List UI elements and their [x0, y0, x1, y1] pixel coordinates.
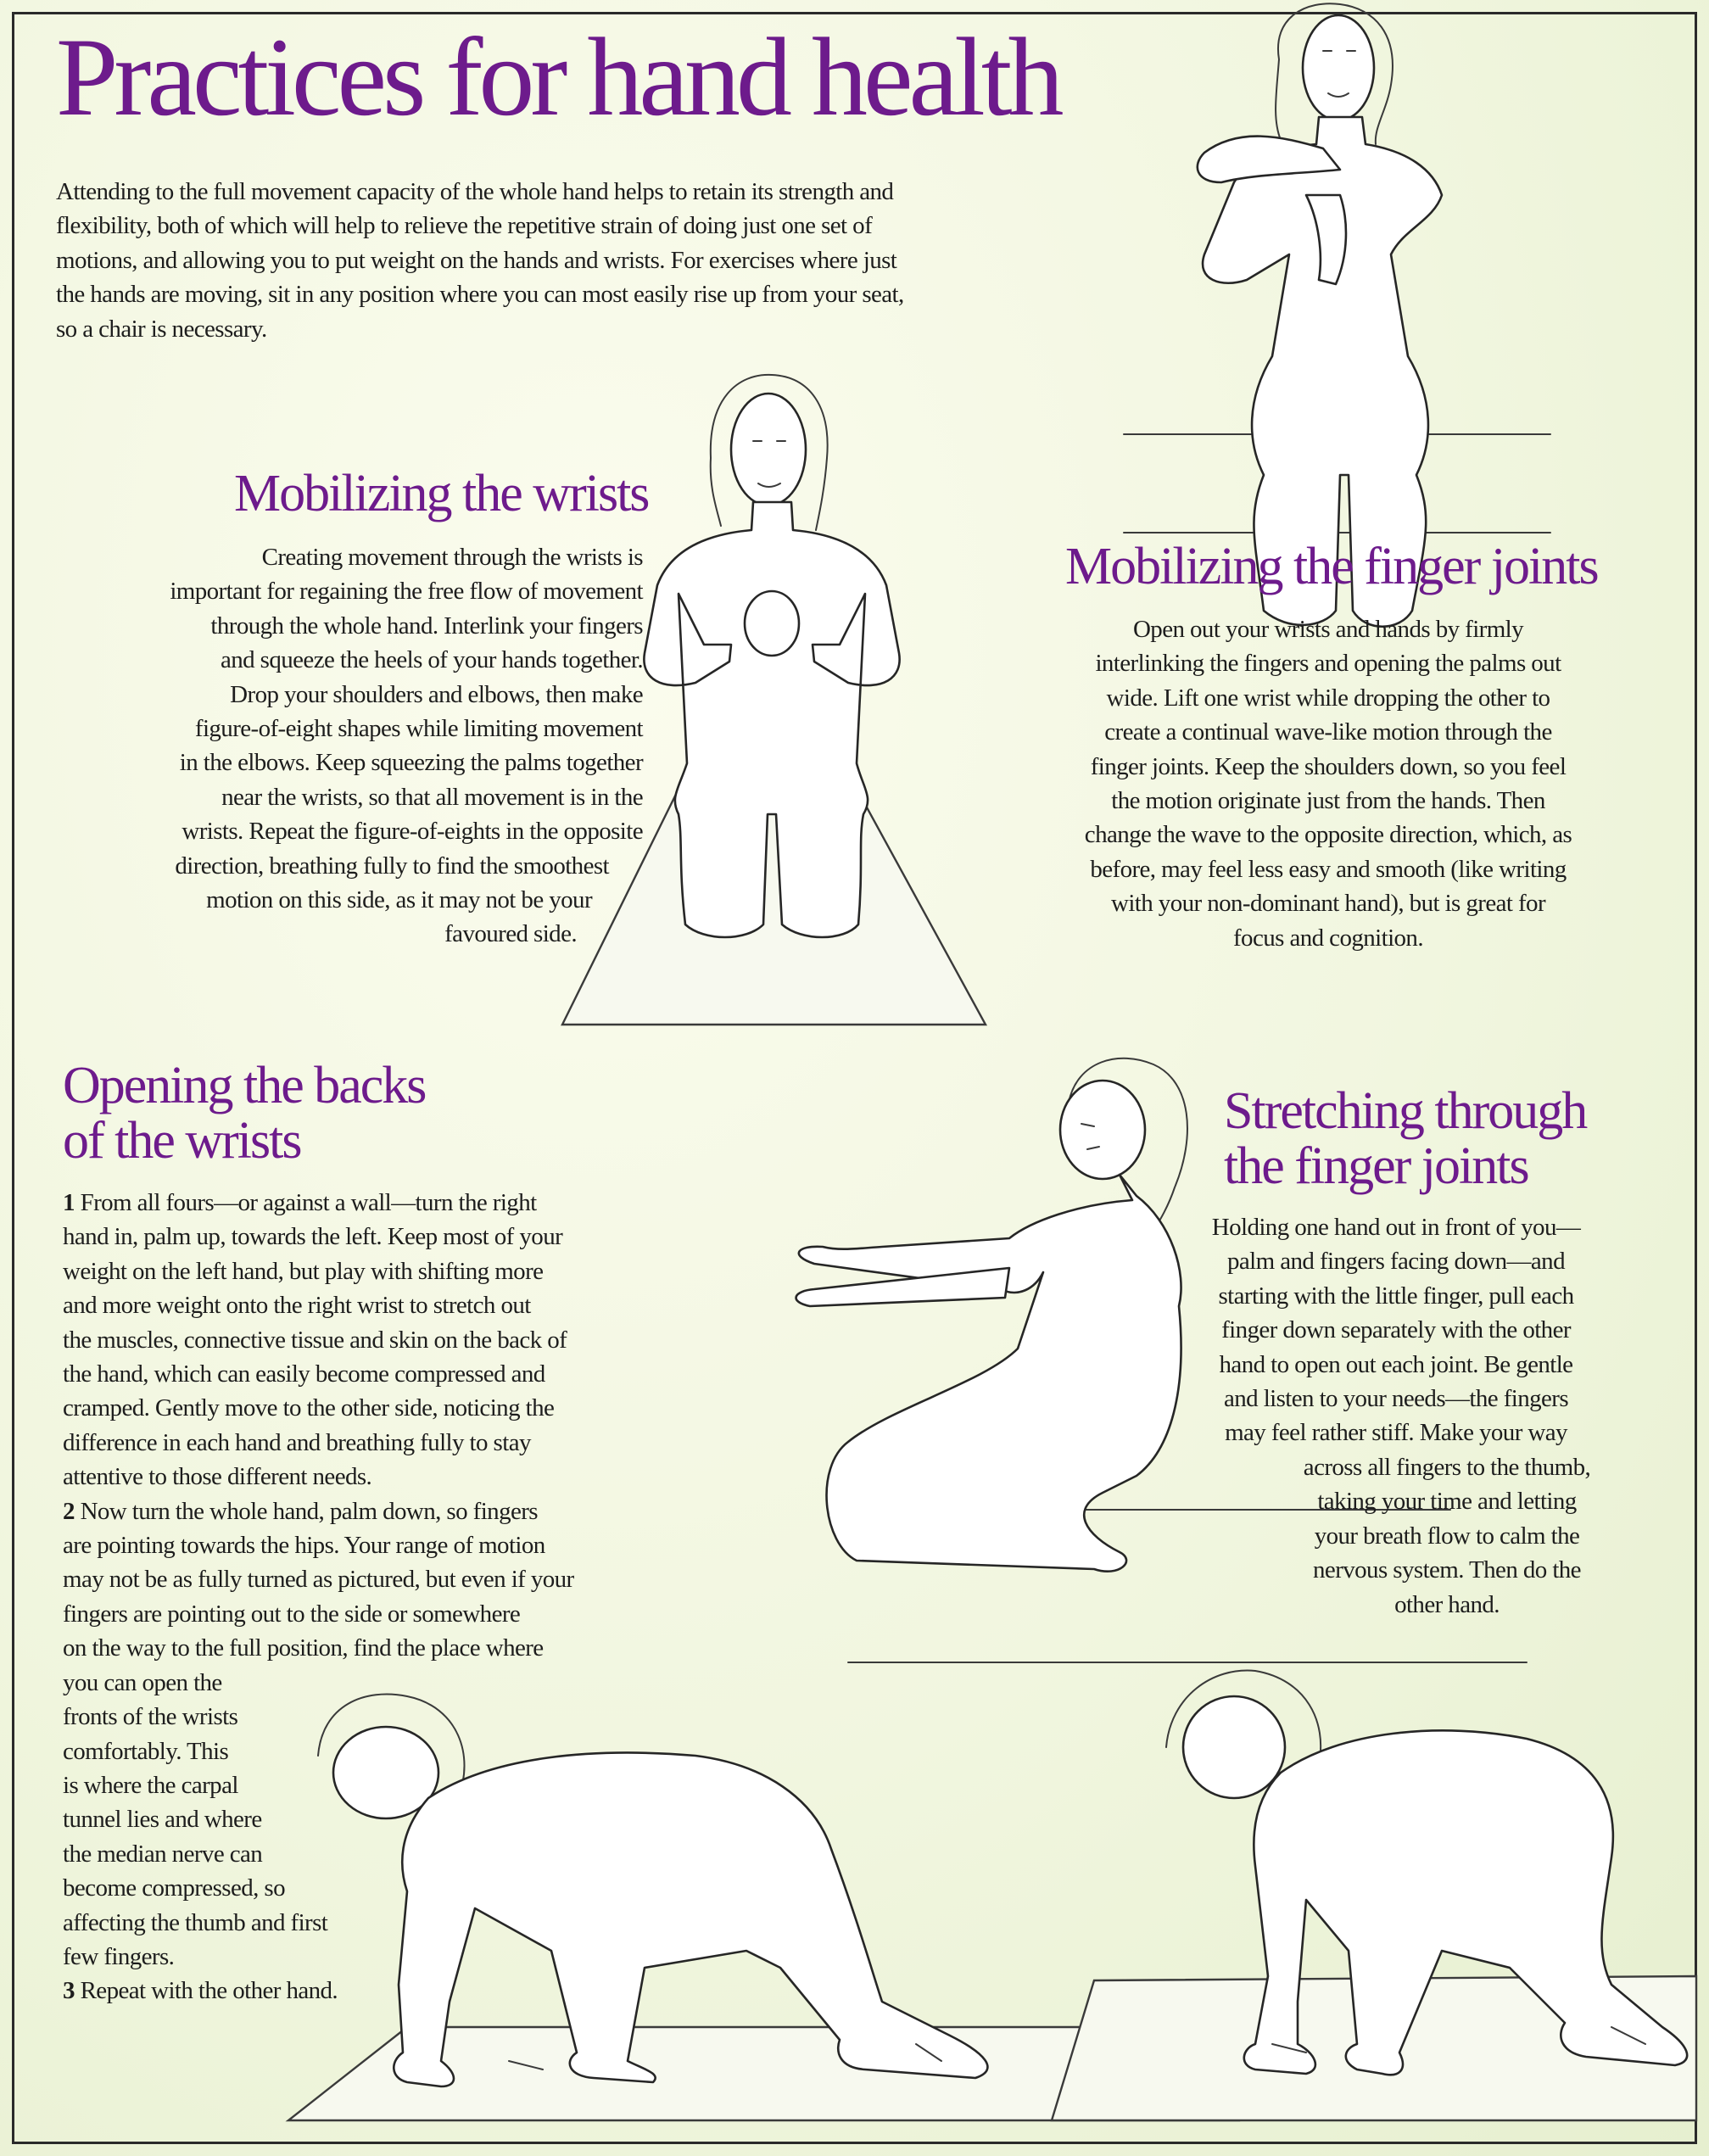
step-1-line: 1 From all fours—or against a wall—turn the right — [63, 1189, 537, 1216]
step-1-line: attentive to those different needs. — [63, 1463, 372, 1491]
step-2-line: fingers are pointing out to the side or somewhere — [63, 1600, 521, 1628]
step-1-line: and more weight onto the right wrist to stretch out — [63, 1292, 531, 1320]
finger-joints-line: before, may feel less easy and smooth (like writing — [1090, 855, 1567, 883]
step-2-line: you can open the — [63, 1668, 222, 1696]
wrists-line: near the wrists, so that all movement is in the — [221, 783, 643, 811]
wrists-line: Creating movement through the wrists is — [261, 544, 643, 571]
wrists-line: favoured side. — [444, 920, 577, 948]
step-1-line: weight on the left hand, but play with shifting more — [63, 1257, 544, 1285]
finger-joints-line: finger joints. Keep the shoulders down, so you feel — [1090, 752, 1567, 780]
wrists-line: motion on this side, as it may not be your — [206, 886, 592, 914]
stretching-line: Holding one hand out in front of you— — [1211, 1214, 1581, 1241]
step-2-line: tunnel lies and where — [63, 1806, 262, 1834]
stretching-line: finger down separately with the other — [1221, 1316, 1571, 1344]
page-title: Practices for hand health — [56, 14, 1060, 139]
finger-joints-line: change the wave to the opposite direction, which, as — [1084, 821, 1572, 849]
wrists-line: figure-of-eight shapes while limiting movement — [194, 715, 643, 743]
step-1-line: the muscles, connective tissue and skin on the back of — [63, 1326, 567, 1354]
finger-joints-line: the motion originate just from the hands. Then — [1111, 787, 1545, 815]
heading-stretching-finger-joints — [1224, 1084, 1586, 1194]
step-1-line: cramped. Gently move to the other side, noticing the — [63, 1394, 555, 1422]
wrists-line: direction, breathing fully to find the smoothest — [175, 852, 609, 880]
wrists-line: and squeeze the heels of your hands together. — [220, 646, 643, 674]
step-2-line: may not be as fully turned as pictured, but even if your — [63, 1566, 574, 1594]
step-2-line: become compressed, so — [63, 1874, 286, 1902]
step-2-line: fronts of the wrists — [63, 1703, 238, 1731]
intro-line: the hands are moving, sit in any position where you can most easily rise up from your seat, — [56, 281, 904, 309]
step-1-line: difference in each hand and breathing fully to stay — [63, 1428, 531, 1456]
stretching-line: taking your time and letting — [1317, 1488, 1577, 1516]
step-number: 1 — [63, 1189, 75, 1216]
wrists-line: through the whole hand. Interlink your fingers — [210, 612, 643, 640]
finger-joints-line: create a continual wave-like motion through the — [1104, 718, 1552, 746]
finger-joints-line: Open out your wrists and hands by firmly — [1132, 616, 1524, 643]
finger-joints-line: interlinking the fingers and opening the palms out — [1095, 650, 1561, 678]
finger-joints-line: with your non-dominant hand), but is great for — [1110, 890, 1545, 918]
heading-mobilizing-finger-joints: Mobilizing the finger joints — [1065, 538, 1598, 595]
heading-opening-backs-of-wrists — [63, 1058, 425, 1169]
stretching-line: other hand. — [1394, 1590, 1500, 1618]
step-number: 3 — [63, 1977, 75, 2005]
finger-joints-line: focus and cognition. — [1233, 924, 1423, 952]
intro-line: motions, and allowing you to put weight on the hands and wrists. For exercises where just — [56, 246, 897, 274]
finger-joints-paragraph — [1048, 612, 1608, 955]
step-2-line: comfortably. This — [63, 1737, 229, 1765]
heading-line: of the wrists — [63, 1112, 301, 1170]
stretching-line: starting with the little finger, pull each — [1218, 1282, 1574, 1310]
step-2-line: are pointing towards the hips. Your range of motion — [63, 1532, 545, 1560]
wrists-line: important for regaining the free flow of movement — [170, 578, 643, 606]
wrists-line: in the elbows. Keep squeezing the palms together — [179, 749, 643, 777]
stretching-line: palm and fingers facing down—and — [1227, 1248, 1565, 1276]
wrists-line: wrists. Repeat the figure-of-eights in the opposite — [182, 818, 643, 846]
step-2-line: on the way to the full position, find the place where — [63, 1634, 544, 1662]
step-2-line: is where the carpal — [63, 1771, 238, 1799]
finger-joints-line: wide. Lift one wrist while dropping the other to — [1106, 684, 1550, 712]
stretching-line: nervous system. Then do the — [1313, 1556, 1581, 1584]
intro-line: Attending to the full movement capacity of the whole hand helps to retain its strength and — [56, 178, 894, 205]
kneeling-figure-arms-extended — [796, 1058, 1187, 1572]
heading-line: the finger joints — [1224, 1137, 1528, 1196]
step-2-line: the median nerve can — [63, 1840, 263, 1868]
intro-line: flexibility, both of which will help to relieve the repetitive strain of doing just one set of — [56, 212, 873, 240]
heading-line: Stretching through — [1224, 1082, 1587, 1140]
step-1-line: hand in, palm up, towards the left. Keep most of your — [63, 1223, 563, 1251]
backs-paragraph — [63, 1186, 673, 2008]
step-2-line: affecting the thumb and first — [63, 1908, 328, 1936]
wrists-paragraph — [51, 540, 643, 952]
intro-paragraph — [56, 175, 1108, 346]
stretching-line: your breath flow to calm the — [1314, 1522, 1580, 1550]
step-number: 2 — [63, 1497, 75, 1525]
wrists-line: Drop your shoulders and elbows, then make — [230, 680, 643, 708]
intro-line: so a chair is necessary. — [56, 315, 267, 343]
stretching-line: hand to open out each joint. Be gentle — [1219, 1350, 1573, 1378]
stretching-line: and listen to your needs—the fingers — [1223, 1385, 1569, 1413]
stretching-paragraph-continued — [1277, 1450, 1617, 1622]
heading-mobilizing-wrists: Mobilizing the wrists — [234, 465, 649, 522]
step-2-line: few fingers. — [63, 1942, 175, 1970]
step-2-line: 2 Now turn the whole hand, palm down, so fingers — [63, 1497, 538, 1525]
stretching-line: across all fingers to the thumb, — [1303, 1454, 1591, 1481]
step-1-line: the hand, which can easily become compressed and — [63, 1360, 545, 1388]
heading-line: Opening the backs — [63, 1057, 426, 1114]
step-3-line: 3 Repeat with the other hand. — [63, 1977, 338, 2005]
stretching-line: may feel rather stiff. Make your way — [1225, 1419, 1567, 1447]
stretching-paragraph — [1167, 1210, 1625, 1450]
